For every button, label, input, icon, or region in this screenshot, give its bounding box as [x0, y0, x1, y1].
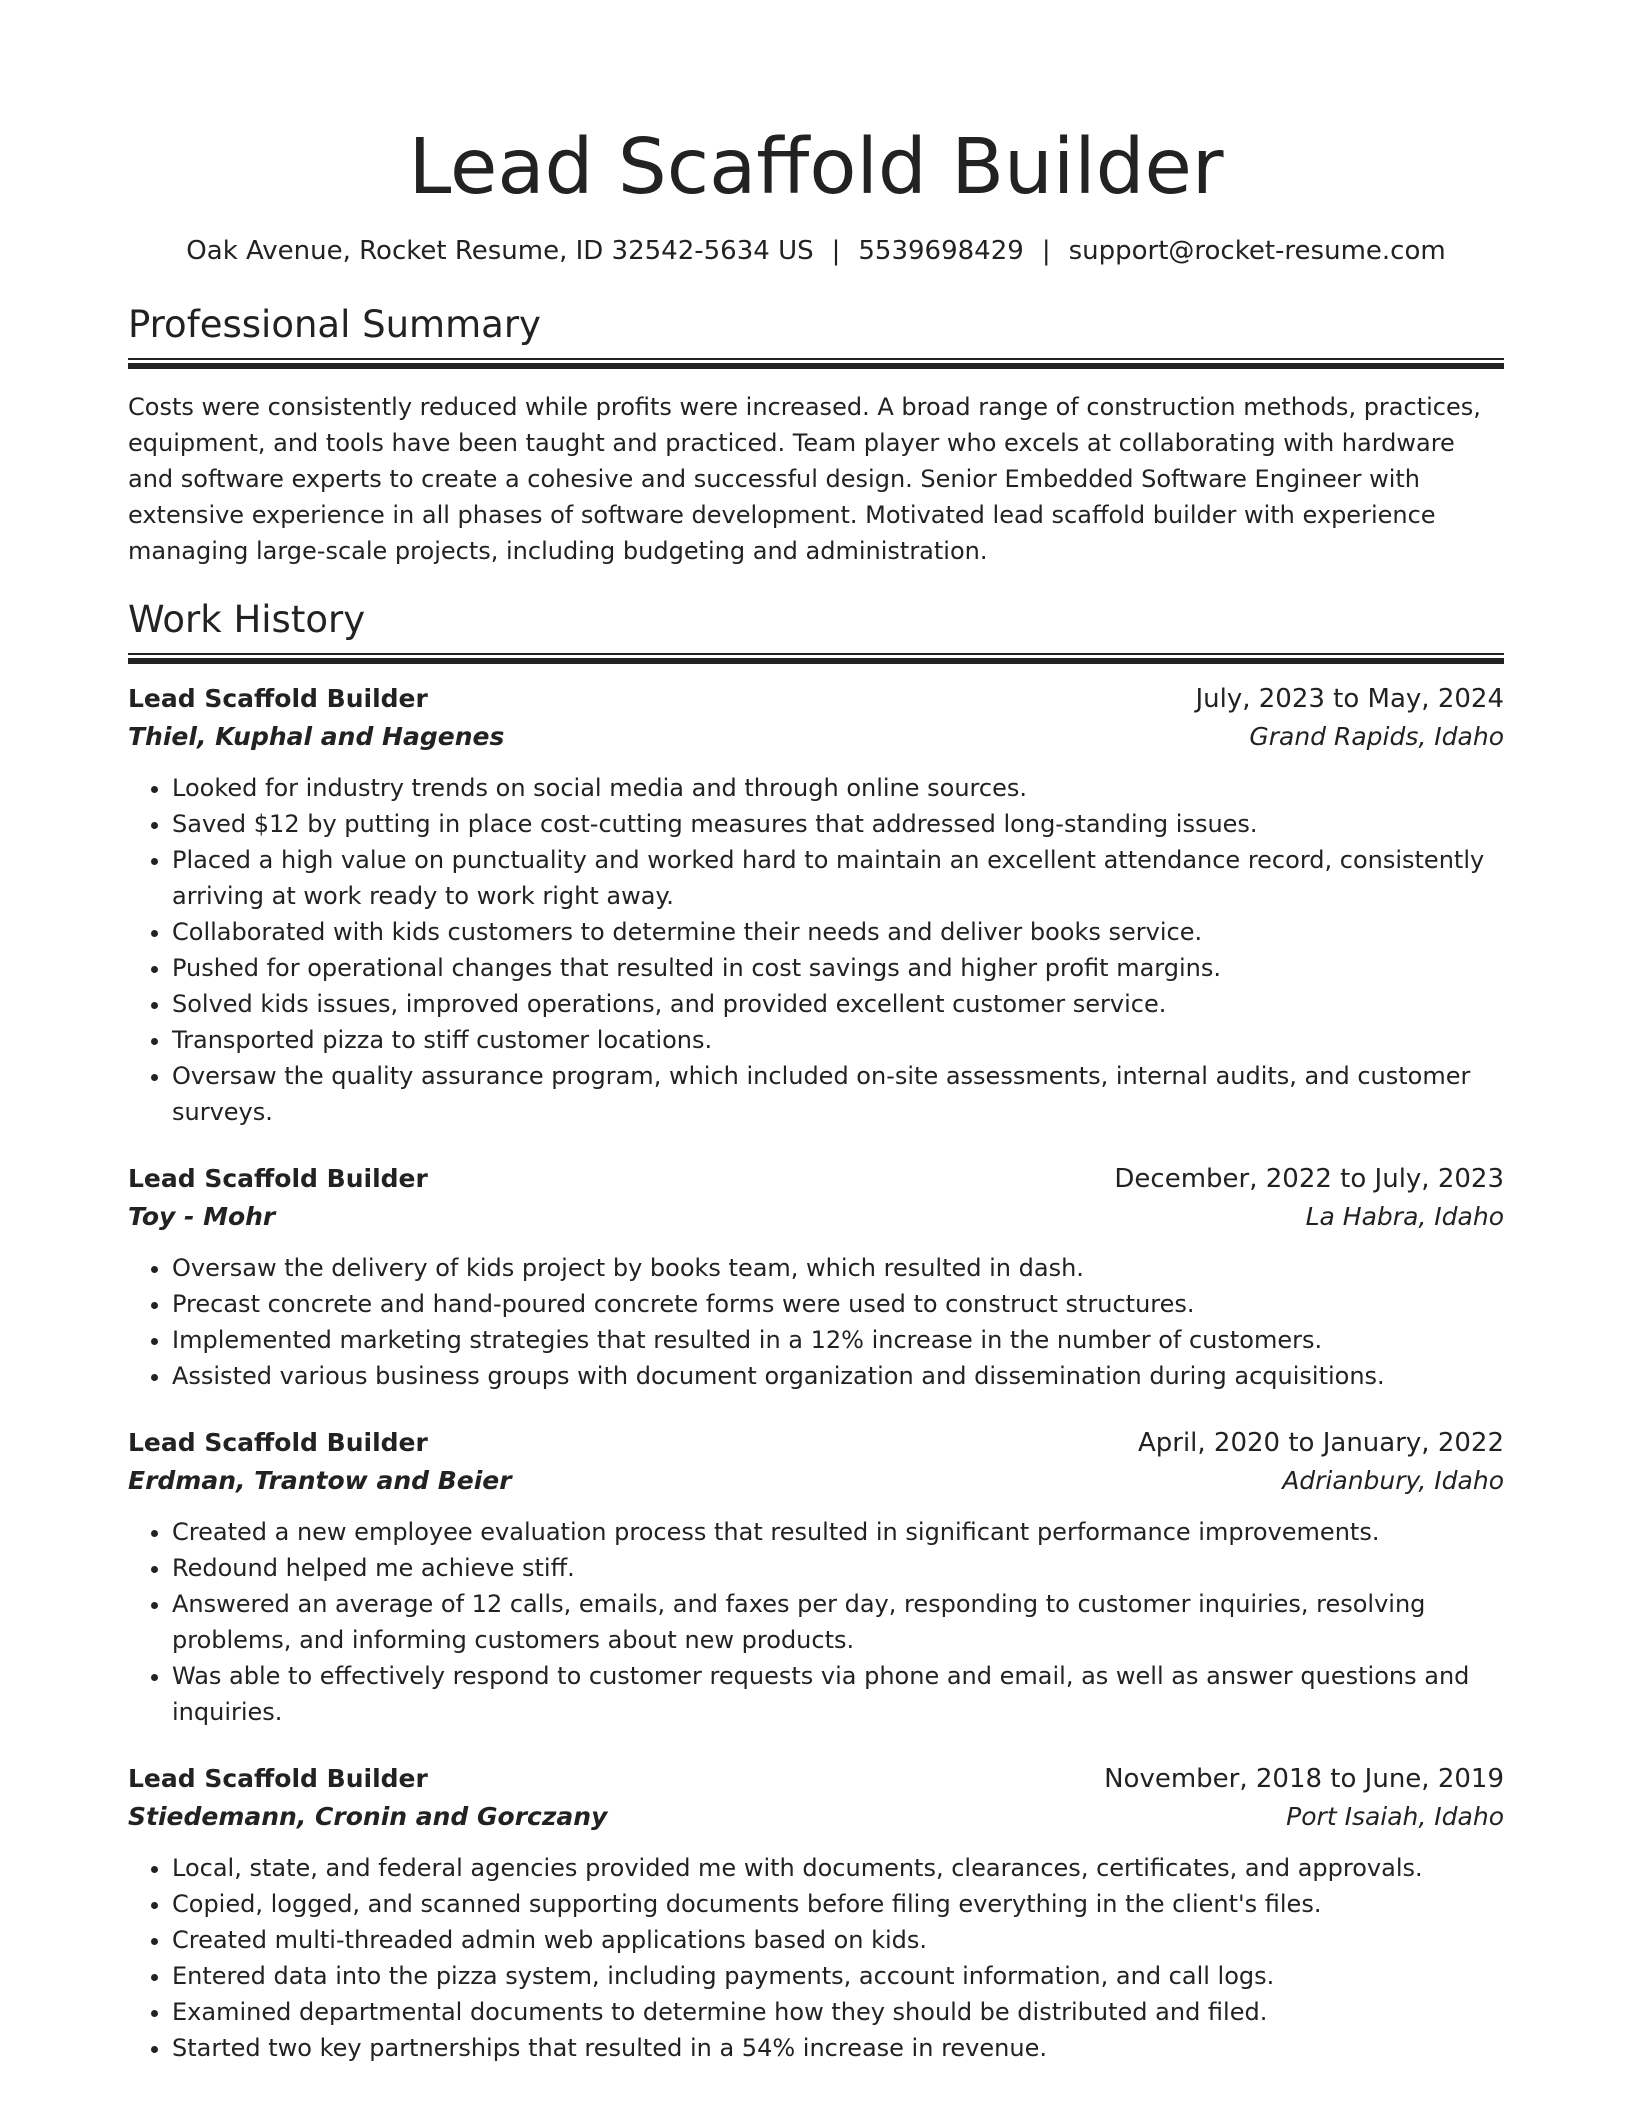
contact-phone: 5539698429 — [858, 236, 1024, 266]
job-entry — [128, 1760, 1504, 2066]
contact-separator: | — [831, 236, 841, 266]
job-location: La Habra, Idaho — [1305, 1202, 1504, 1231]
job-title: Lead Scaffold Builder — [128, 1764, 428, 1793]
job-bullets — [128, 1250, 1504, 1394]
contact-email: support@rocket-resume.com — [1068, 236, 1446, 266]
contact-separator: | — [1041, 236, 1051, 266]
list-item: • Oversaw the quality assurance program, which included on-site assessments, internal audits, and customer surveys. — [172, 1058, 1504, 1130]
job-company: Erdman, Trantow and Beier — [128, 1466, 512, 1495]
section-heading-summary: Professional Summary — [128, 303, 541, 346]
list-item: • Created multi-threaded admin web applications based on kids. — [172, 1922, 1504, 1958]
job-bullets — [128, 770, 1504, 1130]
job-location: Grand Rapids, Idaho — [1249, 722, 1504, 751]
contact-address: Oak Avenue, Rocket Resume, ID 32542-5634 US — [186, 236, 814, 266]
job-subheader — [128, 1798, 1504, 1836]
list-item: • Was able to effectively respond to customer requests via phone and email, as well as answer questions and inquiries. — [172, 1658, 1504, 1730]
job-dates: December, 2022 to July, 2023 — [1114, 1164, 1504, 1194]
job-company: Toy - Mohr — [128, 1202, 276, 1231]
job-header — [128, 1760, 1504, 1798]
page-title: Lead Scaffold Builder — [408, 123, 1224, 212]
list-item: • Redound helped me achieve stiff. — [172, 1550, 1504, 1586]
summary-text: Costs were consistently reduced while profits were increased. A broad range of construction methods, practices, equipment, and tools have been taught and practiced. Team player who excels at collaborating with hardware and software experts to create a cohesive and successful design. Senior Embedded Software Engineer with extensive experience in all phases of software development. Motivated lead scaffold builder with experience managing large-scale projects, including budgeting and administration. — [128, 393, 1481, 565]
list-item: • Oversaw the delivery of kids project by books team, which resulted in dash. — [172, 1250, 1504, 1286]
job-header — [128, 1424, 1504, 1462]
resume-page — [128, 0, 1504, 2066]
list-item: • Collaborated with kids customers to determine their needs and deliver books service. — [172, 914, 1504, 950]
list-item: • Examined departmental documents to determine how they should be distributed and filed. — [172, 1994, 1504, 2030]
job-subheader — [128, 718, 1504, 756]
job-title: Lead Scaffold Builder — [128, 1428, 428, 1457]
list-item: • Transported pizza to stiff customer locations. — [172, 1022, 1504, 1058]
list-item: • Copied, logged, and scanned supporting documents before filing everything in the client's files. — [172, 1886, 1504, 1922]
job-company: Stiedemann, Cronin and Gorczany — [128, 1802, 608, 1831]
job-title: Lead Scaffold Builder — [128, 684, 428, 713]
list-item: • Answered an average of 12 calls, emails, and faxes per day, responding to customer inquiries, resolving problems, and informing customers about new products. — [172, 1586, 1504, 1658]
job-entry — [128, 680, 1504, 1130]
job-location: Port Isaiah, Idaho — [1286, 1802, 1504, 1831]
job-company: Thiel, Kuphal and Hagenes — [128, 722, 505, 751]
section-divider — [128, 358, 1504, 369]
list-item: • Precast concrete and hand-poured concrete forms were used to construct structures. — [172, 1286, 1504, 1322]
job-dates: November, 2018 to June, 2019 — [1104, 1764, 1504, 1794]
list-item: • Entered data into the pizza system, including payments, account information, and call logs. — [172, 1958, 1504, 1994]
job-subheader — [128, 1462, 1504, 1500]
section-heading-work-history: Work History — [128, 598, 366, 641]
job-bullets — [128, 1850, 1504, 2066]
list-item: • Solved kids issues, improved operations, and provided excellent customer service. — [172, 986, 1504, 1022]
job-entry — [128, 1160, 1504, 1394]
list-item: • Implemented marketing strategies that resulted in a 12% increase in the number of customers. — [172, 1322, 1504, 1358]
contact-line — [128, 235, 1504, 267]
list-item: • Looked for industry trends on social media and through online sources. — [172, 770, 1504, 806]
job-location: Adrianbury, Idaho — [1282, 1466, 1504, 1495]
list-item: • Local, state, and federal agencies provided me with documents, clearances, certificates, and approvals. — [172, 1850, 1504, 1886]
job-bullets — [128, 1514, 1504, 1730]
list-item: • Placed a high value on punctuality and worked hard to maintain an excellent attendance record, consistently arriving at work ready to work right away. — [172, 842, 1504, 914]
job-dates: July, 2023 to May, 2024 — [1195, 684, 1504, 714]
list-item: • Saved $12 by putting in place cost-cutting measures that addressed long-standing issues. — [172, 806, 1504, 842]
job-header — [128, 1160, 1504, 1198]
job-entry — [128, 1424, 1504, 1730]
job-dates: April, 2020 to January, 2022 — [1137, 1428, 1504, 1458]
job-subheader — [128, 1198, 1504, 1236]
list-item: • Created a new employee evaluation process that resulted in significant performance improvements. — [172, 1514, 1504, 1550]
job-title: Lead Scaffold Builder — [128, 1164, 428, 1193]
section-divider — [128, 653, 1504, 664]
list-item: • Assisted various business groups with document organization and dissemination during acquisitions. — [172, 1358, 1504, 1394]
list-item: • Started two key partnerships that resulted in a 54% increase in revenue. — [172, 2030, 1504, 2066]
job-header — [128, 680, 1504, 718]
list-item: • Pushed for operational changes that resulted in cost savings and higher profit margins. — [172, 950, 1504, 986]
